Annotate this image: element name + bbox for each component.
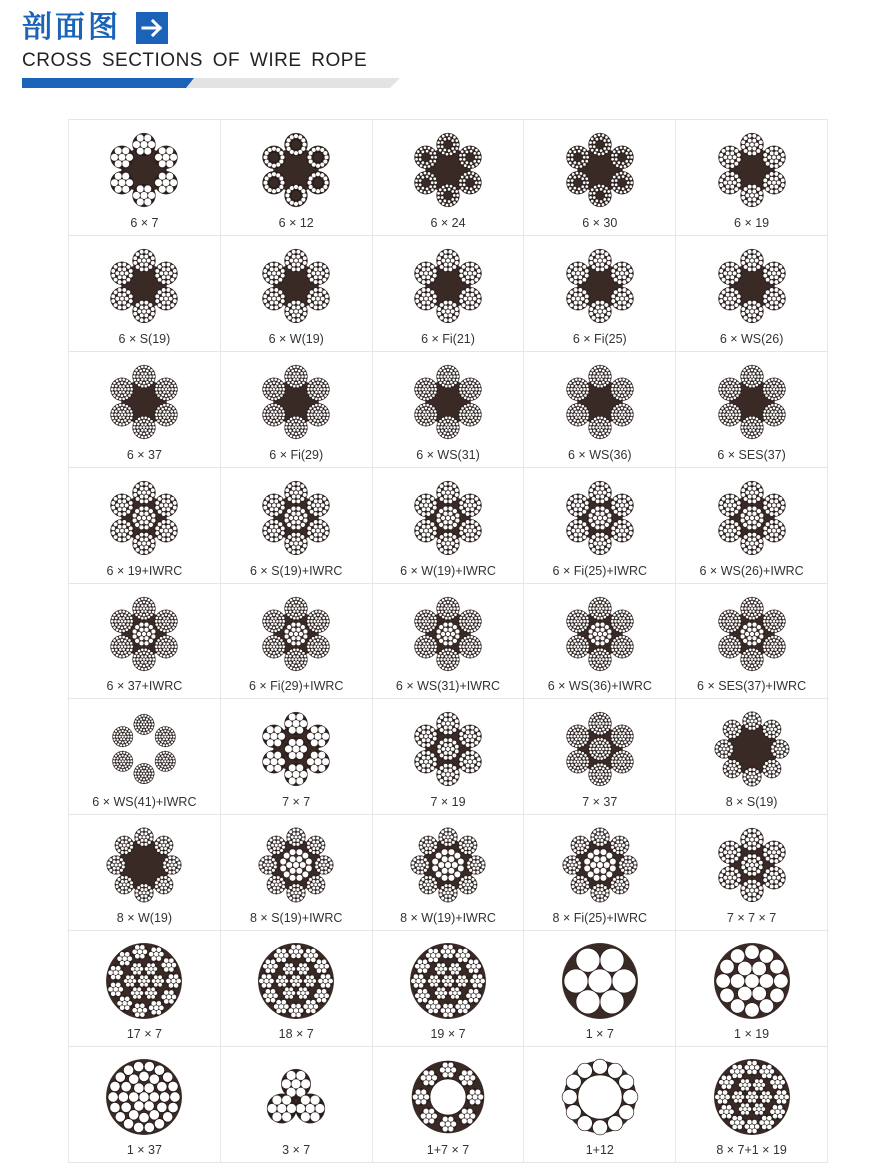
wire-rope-cross-section-diagram: [407, 129, 489, 211]
cross-section-cell: [373, 236, 525, 352]
cross-section-label: 6 × 24: [430, 215, 466, 230]
cross-section-label: 6 × WS(31): [416, 447, 480, 462]
cross-section-cell: [221, 584, 373, 700]
wire-rope-cross-section-diagram: [103, 593, 185, 675]
cross-section-label: 8 × W(19): [116, 911, 173, 926]
cross-section-label: 18 × 7: [278, 1027, 314, 1042]
cross-section-cell: [221, 352, 373, 468]
cross-section-label: 6 × Fi(25)+IWRC: [552, 563, 648, 578]
cross-section-cell: [69, 236, 221, 352]
wire-rope-cross-section-diagram: [407, 708, 489, 790]
wire-rope-cross-section-diagram: [711, 361, 793, 443]
wire-rope-cross-section-diagram: [255, 361, 337, 443]
cross-section-cell: [524, 584, 676, 700]
cross-section-cell: [373, 931, 525, 1047]
cross-section-label: 6 × W(19)+IWRC: [400, 563, 496, 578]
wire-rope-cross-section-diagram: [559, 940, 641, 1022]
wire-rope-cross-section-diagram: [407, 245, 489, 327]
arrow-right-icon: [136, 12, 168, 44]
wire-rope-cross-section-diagram: [407, 361, 489, 443]
page-header: [0, 0, 890, 100]
wire-rope-cross-section-diagram: [559, 477, 641, 559]
cross-section-label: 7 × 37: [582, 795, 618, 810]
cross-section-cell: [676, 584, 828, 700]
cross-section-cell: [69, 815, 221, 931]
wire-rope-cross-section-diagram: [255, 477, 337, 559]
cross-section-label: 1 × 19: [734, 1027, 770, 1042]
cross-section-label: 1+12: [585, 1142, 614, 1157]
cross-section-cell: [676, 468, 828, 584]
wire-rope-cross-section-diagram: [407, 593, 489, 675]
header-accent-bar: [22, 78, 400, 88]
wire-rope-cross-section-diagram: [103, 940, 185, 1022]
wire-rope-cross-section-diagram: [711, 940, 793, 1022]
wire-rope-cross-section-diagram: [407, 940, 489, 1022]
cross-section-label: 1 × 37: [126, 1142, 162, 1157]
cross-section-label: 6 × S(19): [118, 331, 171, 346]
cross-section-label: 8 × Fi(25)+IWRC: [552, 911, 648, 926]
cross-section-label: 6 × WS(36)+IWRC: [547, 679, 652, 694]
wire-rope-cross-section-diagram: [711, 245, 793, 327]
cross-section-cell: [373, 815, 525, 931]
cross-section-label: 6 × 37+IWRC: [106, 679, 183, 694]
wire-rope-cross-section-diagram: [559, 593, 641, 675]
cross-section-cell: [676, 815, 828, 931]
cross-section-cell: [69, 931, 221, 1047]
cross-section-cell: [676, 120, 828, 236]
wire-rope-cross-section-diagram: [559, 708, 641, 790]
cross-section-label: 6 × 37: [126, 447, 162, 462]
cross-section-label: 6 × S(19)+IWRC: [250, 563, 343, 578]
cross-section-cell: [221, 468, 373, 584]
wire-rope-cross-section-diagram: [711, 1056, 793, 1138]
wire-rope-cross-section-diagram: [103, 1056, 185, 1138]
cross-section-cell: [373, 1047, 525, 1163]
cross-section-label: 6 × WS(36): [568, 447, 632, 462]
wire-rope-cross-section-diagram: [559, 361, 641, 443]
cross-section-cell: [524, 931, 676, 1047]
cross-section-cell: [524, 815, 676, 931]
wire-rope-cross-section-diagram: [559, 245, 641, 327]
wire-rope-cross-section-diagram: [711, 824, 793, 906]
cross-section-cell: [676, 931, 828, 1047]
wire-rope-cross-section-diagram: [407, 1056, 489, 1138]
wire-rope-cross-section-diagram: [103, 708, 185, 790]
wire-rope-cross-section-diagram: [255, 708, 337, 790]
cross-section-cell: [676, 236, 828, 352]
cross-section-label: 8 × S(19)+IWRC: [250, 911, 343, 926]
cross-section-grid: [68, 119, 828, 1163]
cross-section-label: 7 × 19: [430, 795, 466, 810]
cross-section-cell: [69, 120, 221, 236]
wire-rope-cross-section-diagram: [559, 129, 641, 211]
cross-section-cell: [524, 352, 676, 468]
cross-section-cell: [221, 1047, 373, 1163]
wire-rope-cross-section-diagram: [407, 477, 489, 559]
cross-section-label: 6 × 19: [734, 215, 770, 230]
cross-section-cell: [524, 699, 676, 815]
wire-rope-cross-section-diagram: [103, 129, 185, 211]
cross-section-label: 6 × WS(26)+IWRC: [699, 563, 804, 578]
page-title-cn: 剖面图: [22, 10, 121, 45]
cross-section-cell: [524, 236, 676, 352]
cross-section-label: 8 × 7+1 × 19: [716, 1142, 787, 1157]
wire-rope-cross-section-diagram: [711, 593, 793, 675]
cross-section-cell: [69, 352, 221, 468]
cross-section-label: 7 × 7 × 7: [726, 911, 777, 926]
wire-rope-cross-section-diagram: [255, 1056, 337, 1138]
cross-section-label: 6 × 12: [278, 215, 314, 230]
cross-section-label: 6 × Fi(29)+IWRC: [248, 679, 344, 694]
cross-section-cell: [69, 699, 221, 815]
cross-section-label: 6 × SES(37): [717, 447, 786, 462]
cross-section-cell: [221, 236, 373, 352]
wire-rope-cross-section-diagram: [103, 361, 185, 443]
cross-section-label: 17 × 7: [126, 1027, 162, 1042]
wire-rope-cross-section-diagram: [407, 824, 489, 906]
cross-section-cell: [69, 584, 221, 700]
cross-section-label: 6 × 30: [582, 215, 618, 230]
cross-section-label: 8 × W(19)+IWRC: [400, 911, 496, 926]
cross-section-cell: [524, 1047, 676, 1163]
cross-section-label: 1 × 7: [585, 1027, 614, 1042]
wire-rope-cross-section-diagram: [255, 824, 337, 906]
cross-section-cell: [221, 931, 373, 1047]
cross-section-cell: [221, 699, 373, 815]
cross-section-label: 6 × WS(26): [719, 331, 784, 346]
cross-section-label: 6 × 7: [130, 215, 159, 230]
cross-section-cell: [373, 120, 525, 236]
cross-section-cell: [373, 584, 525, 700]
wire-rope-cross-section-diagram: [711, 477, 793, 559]
cross-section-cell: [524, 468, 676, 584]
cross-section-label: 6 × Fi(25): [572, 331, 627, 346]
cross-section-cell: [69, 1047, 221, 1163]
cross-section-cell: [373, 699, 525, 815]
wire-rope-cross-section-diagram: [255, 593, 337, 675]
cross-section-label: 6 × SES(37)+IWRC: [697, 679, 807, 694]
wire-rope-cross-section-diagram: [255, 245, 337, 327]
cross-section-cell: [676, 352, 828, 468]
cross-section-label: 7 × 7: [282, 795, 311, 810]
cross-section-label: 1+7 × 7: [426, 1142, 470, 1157]
cross-section-label: 6 × WS(31)+IWRC: [395, 679, 501, 694]
wire-rope-cross-section-diagram: [103, 477, 185, 559]
page-title-en: CROSS SECTIONS OF WIRE ROPE: [22, 50, 368, 71]
cross-section-label: 6 × 19+IWRC: [106, 563, 183, 578]
wire-rope-cross-section-diagram: [255, 940, 337, 1022]
cross-section-cell: [524, 120, 676, 236]
wire-rope-cross-section-diagram: [711, 129, 793, 211]
wire-rope-cross-section-diagram: [103, 245, 185, 327]
wire-rope-cross-section-diagram: [711, 708, 793, 790]
cross-section-cell: [373, 352, 525, 468]
cross-section-cell: [676, 699, 828, 815]
wire-rope-cross-section-diagram: [103, 824, 185, 906]
cross-section-label: 8 × S(19): [725, 795, 778, 810]
cross-section-label: 3 × 7: [282, 1142, 311, 1157]
cross-section-label: 6 × WS(41)+IWRC: [92, 795, 197, 810]
cross-section-cell: [69, 468, 221, 584]
wire-rope-cross-section-diagram: [255, 129, 337, 211]
cross-section-cell: [221, 120, 373, 236]
cross-section-label: 6 × Fi(21): [421, 331, 475, 346]
cross-section-label: 19 × 7: [430, 1027, 466, 1042]
cross-section-label: 6 × Fi(29): [269, 447, 324, 462]
cross-section-cell: [676, 1047, 828, 1163]
wire-rope-cross-section-diagram: [559, 824, 641, 906]
wire-rope-cross-section-diagram: [559, 1056, 641, 1138]
cross-section-cell: [373, 468, 525, 584]
cross-section-cell: [221, 815, 373, 931]
cross-section-label: 6 × W(19): [268, 331, 324, 346]
